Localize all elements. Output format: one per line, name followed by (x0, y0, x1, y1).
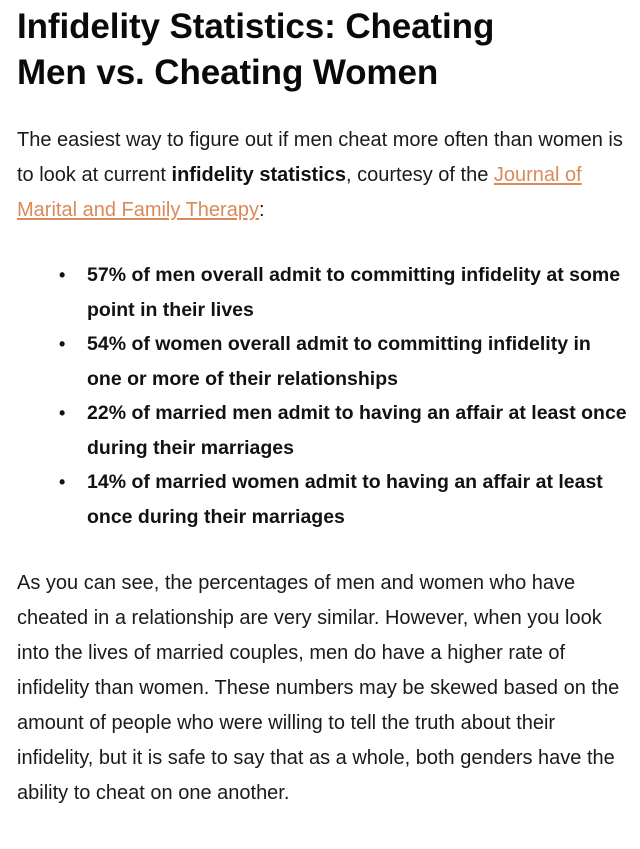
list-item (59, 327, 627, 396)
intro-text: The easiest way to figure out if men cheat more often than women is to look at current (17, 129, 623, 186)
intro-colon: : (258, 199, 265, 221)
bullet-icon: • (59, 472, 66, 492)
stat-text: 57% of men overall admit to committing infidelity at some point in their lives (87, 264, 621, 321)
list-item (59, 258, 627, 327)
stat-text: 14% of married women admit to having an affair at least once during their marriages (87, 471, 603, 528)
bullet-icon: • (59, 265, 66, 285)
title-line-2: Men vs. Cheating Women (17, 53, 439, 92)
journal-link[interactable]: Journal of Marital and Family Therapy (17, 164, 582, 221)
stat-text: 54% of women overall admit to committing infidelity in one or more of their relationships (87, 333, 591, 390)
intro-bold-text: infidelity statistics (171, 164, 347, 186)
list-item (59, 465, 627, 534)
intro-text-after-bold: , courtesy of the (346, 164, 494, 186)
conclusion-paragraph: As you can see, the percentages of men and women who have cheated in a relationship are very similar. However, when you look into the lives of married couples, men do have a higher rate of infidelity than women. These numbers may be skewed based on the amount of people who were willing to tell the truth about their infidelity, but it is safe to say that as a whole, both genders have the ability to cheat on one another. (17, 572, 620, 804)
article-title (17, 0, 632, 96)
list-item (59, 396, 627, 465)
stat-text: 22% of married men admit to having an affair at least once during their marriages (87, 402, 627, 459)
intro-paragraph (17, 123, 632, 228)
bullet-icon: • (59, 334, 66, 354)
title-line-1: Infidelity Statistics: Cheating (17, 7, 495, 46)
article (17, 0, 632, 804)
bullet-icon: • (59, 403, 66, 423)
statistics-list (17, 258, 627, 534)
